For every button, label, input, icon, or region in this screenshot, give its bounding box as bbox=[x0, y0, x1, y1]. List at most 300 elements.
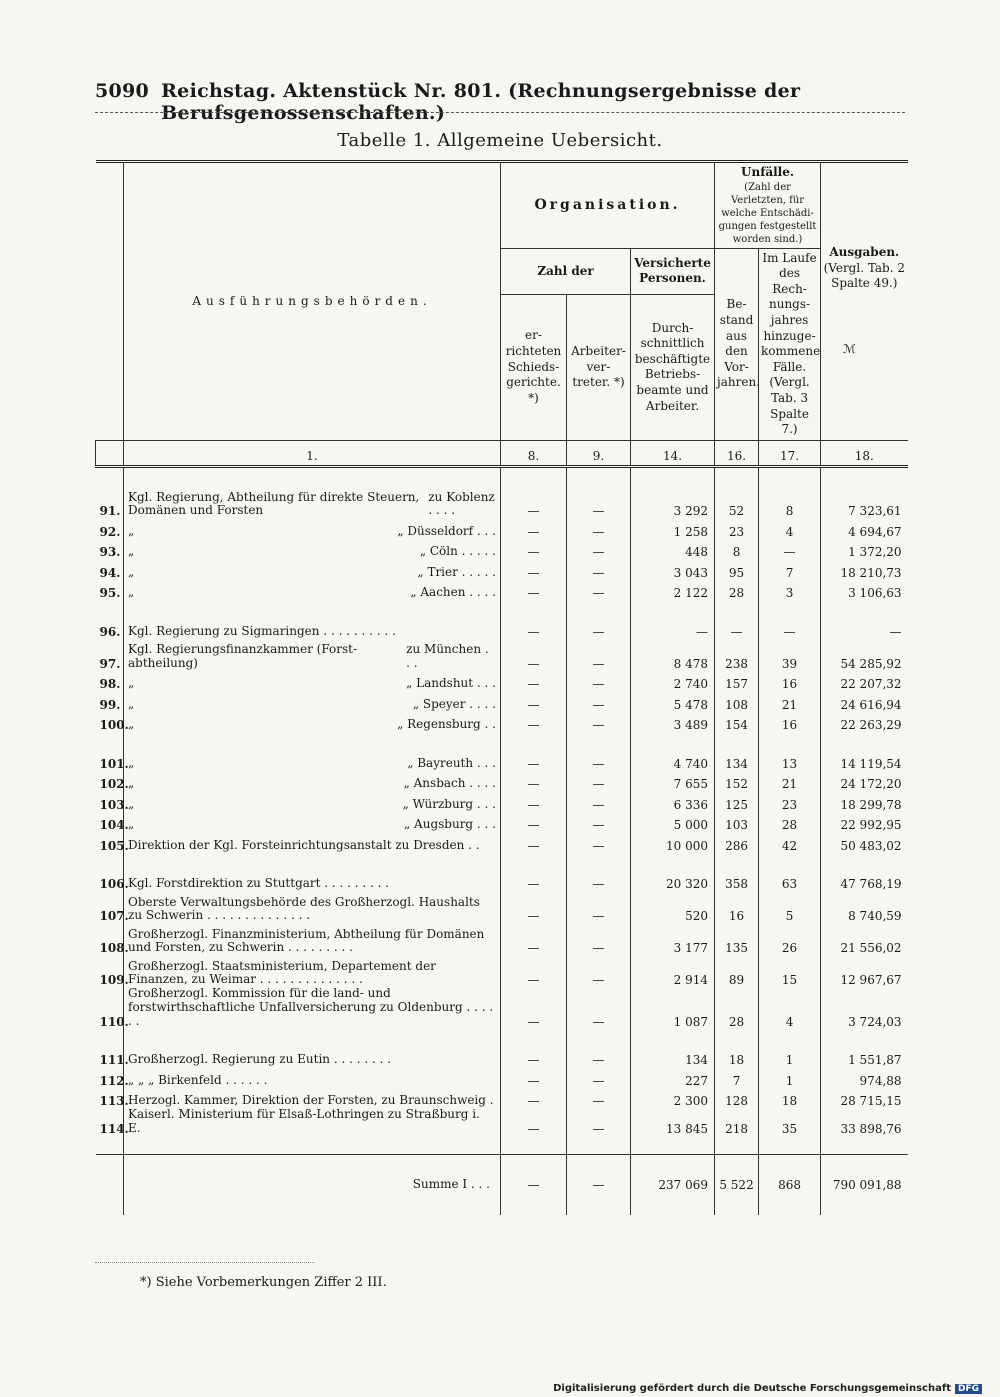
personen-cell: 3 292 bbox=[631, 486, 715, 518]
overview-table-wrap bbox=[95, 160, 907, 1215]
row-number: 100. bbox=[99, 718, 129, 733]
footnote: *) Siehe Vorbemerkungen Ziffer 2 III. bbox=[140, 1275, 387, 1290]
authority-name: Herzogl. Kammer, Direktion der Forsten, zu Braunschweig . bbox=[128, 1093, 494, 1108]
authority-name: „ bbox=[128, 755, 135, 770]
bestand-cell: 135 bbox=[715, 923, 759, 955]
ausgaben-cell: 28 715,15 bbox=[821, 1088, 908, 1109]
neue-faelle-cell: 26 bbox=[759, 923, 821, 955]
arbeitervertreter-cell: — bbox=[567, 891, 631, 923]
ausgaben-cell: 974,88 bbox=[821, 1067, 908, 1088]
authority-place: zu München . . . bbox=[406, 642, 489, 670]
bestand-cell: 286 bbox=[715, 832, 759, 853]
neue-faelle-cell: 3 bbox=[759, 580, 821, 601]
table-row bbox=[96, 871, 908, 892]
table-row bbox=[96, 559, 908, 580]
neue-faelle-cell: 1 bbox=[759, 1047, 821, 1068]
credit-text: Digitalisierung gefördert durch die Deutsche Forschungsgemeinschaft bbox=[553, 1383, 951, 1394]
spacer-cell bbox=[96, 1029, 124, 1047]
authority-inner bbox=[128, 757, 496, 771]
im-laufe-header: Im Laufe des Rech- nungs- jahres hinzuge- kommene Fälle. (Vergl. Tab. 3 Spalte 7.) bbox=[759, 248, 821, 440]
authority-place: „ Trier . . . . . bbox=[417, 564, 496, 579]
row-number: 101. bbox=[99, 756, 129, 771]
bestand-cell: 157 bbox=[715, 671, 759, 692]
row-number: 111. bbox=[99, 1053, 129, 1068]
personen-cell: 10 000 bbox=[631, 832, 715, 853]
authority-place: „ Bayreuth . . . bbox=[407, 755, 496, 770]
personen-cell: 520 bbox=[631, 891, 715, 923]
table-row bbox=[96, 987, 908, 1028]
table-row bbox=[96, 955, 908, 987]
ausgaben-cell: 8 740,59 bbox=[821, 891, 908, 923]
authority-cell bbox=[124, 1088, 501, 1109]
personen-cell: 2 914 bbox=[631, 955, 715, 987]
ausgaben-cell: 14 119,54 bbox=[821, 750, 908, 771]
personen-cell: 6 336 bbox=[631, 791, 715, 812]
spacer-cell bbox=[501, 732, 567, 750]
spacer-cell bbox=[759, 600, 821, 618]
personen-cell: 448 bbox=[631, 539, 715, 560]
authority-inner bbox=[128, 987, 496, 1028]
arbeitervertreter-cell: — bbox=[567, 559, 631, 580]
row-number: 103. bbox=[99, 797, 129, 812]
spacer-cell bbox=[567, 732, 631, 750]
bestand-cell: 23 bbox=[715, 518, 759, 539]
authority-inner bbox=[128, 960, 496, 988]
spacer-cell bbox=[124, 853, 501, 871]
neue-faelle-cell: 35 bbox=[759, 1108, 821, 1136]
personen-cell: 1 087 bbox=[631, 987, 715, 1028]
sum-row bbox=[96, 1154, 908, 1215]
spacer-row bbox=[96, 732, 908, 750]
bestand-cell: 358 bbox=[715, 871, 759, 892]
spacer-cell bbox=[567, 1029, 631, 1047]
page-number: 5090 bbox=[95, 80, 150, 102]
spacer-row bbox=[96, 600, 908, 618]
authority-name: „ bbox=[128, 676, 135, 691]
authority-cell bbox=[124, 1047, 501, 1068]
table-row bbox=[96, 832, 908, 853]
colnum-8: 8. bbox=[501, 440, 567, 467]
table-row bbox=[96, 791, 908, 812]
personen-cell: 5 478 bbox=[631, 691, 715, 712]
personen-cell: 13 845 bbox=[631, 1108, 715, 1136]
bestand-cell: 134 bbox=[715, 750, 759, 771]
neue-faelle-cell: 42 bbox=[759, 832, 821, 853]
row-number: 97. bbox=[99, 656, 121, 671]
table-body bbox=[96, 440, 908, 1214]
table-row bbox=[96, 812, 908, 833]
authority-inner bbox=[128, 877, 496, 891]
durchschnittlich-header: Durch- schnittlich beschäftigte Betriebs- beamte und Arbeiter. bbox=[631, 295, 715, 441]
spacer-row bbox=[96, 1029, 908, 1047]
spacer-row bbox=[96, 853, 908, 871]
authority-name: Oberste Verwaltungsbehörde des Großherzogl. Haushalts zu Schwerin . . . . . . . . . . . . . . bbox=[128, 894, 480, 923]
authority-place: „ Regensburg . . bbox=[397, 717, 496, 732]
row-number: 109. bbox=[99, 973, 129, 988]
arbeitervertreter-cell: — bbox=[567, 671, 631, 692]
schiedsgerichte-cell: — bbox=[501, 791, 567, 812]
col-ausgaben-header bbox=[821, 162, 908, 441]
spacer-cell bbox=[567, 600, 631, 618]
spacer-cell bbox=[821, 732, 908, 750]
authority-place: „ Ansbach . . . . bbox=[403, 776, 496, 791]
schiedsgerichte-cell: — bbox=[501, 1088, 567, 1109]
arbeitervertreter-cell: — bbox=[567, 1047, 631, 1068]
sum-personen: 237 069 bbox=[631, 1154, 715, 1215]
ausgaben-cell: 22 207,32 bbox=[821, 671, 908, 692]
authority-inner bbox=[128, 698, 496, 712]
authority-inner bbox=[128, 566, 496, 580]
row-number: 110. bbox=[99, 1014, 129, 1029]
authority-cell bbox=[124, 539, 501, 560]
spacer-cell bbox=[715, 1029, 759, 1047]
table-row bbox=[96, 518, 908, 539]
row-number: 92. bbox=[99, 524, 121, 539]
zahl-der-header: Zahl der bbox=[501, 248, 631, 294]
authority-cell bbox=[124, 791, 501, 812]
schiedsgerichte-cell: — bbox=[501, 539, 567, 560]
authority-cell bbox=[124, 712, 501, 733]
sum-label: Summe I . . . bbox=[124, 1154, 501, 1215]
personen-cell: 3 489 bbox=[631, 712, 715, 733]
personen-cell: 2 740 bbox=[631, 671, 715, 692]
authority-inner bbox=[128, 677, 496, 691]
authority-name: „ bbox=[128, 696, 135, 711]
authority-cell bbox=[124, 955, 501, 987]
neue-faelle-cell: — bbox=[759, 618, 821, 639]
schiedsgerichte-cell: — bbox=[501, 987, 567, 1028]
authority-inner bbox=[128, 586, 496, 600]
row-number: 105. bbox=[99, 838, 129, 853]
spacer-cell bbox=[96, 853, 124, 871]
spacer-cell bbox=[96, 1136, 124, 1155]
sum-ausgaben: 790 091,88 bbox=[821, 1154, 908, 1215]
table-row bbox=[96, 486, 908, 518]
bestand-cell: 154 bbox=[715, 712, 759, 733]
authority-cell bbox=[124, 691, 501, 712]
bestand-cell: 7 bbox=[715, 1067, 759, 1088]
arbeitervertreter-cell: — bbox=[567, 1108, 631, 1136]
running-title: Reichstag. Aktenstück Nr. 801. (Rechnungsergebnisse der Berufsgenossenschaften.) bbox=[161, 80, 801, 124]
header-rule bbox=[95, 112, 905, 113]
ausgaben-cell: 22 992,95 bbox=[821, 812, 908, 833]
colnum-1: 1. bbox=[124, 440, 501, 467]
spacer-cell bbox=[821, 1136, 908, 1155]
versicherte-header: Versicherte Personen. bbox=[631, 248, 715, 294]
row-number: 102. bbox=[99, 777, 129, 792]
authority-cell bbox=[124, 486, 501, 518]
arbeitervertreter-cell: — bbox=[567, 987, 631, 1028]
row-number: 114. bbox=[99, 1121, 129, 1136]
row-number: 93. bbox=[99, 545, 121, 560]
schiedsgerichte-cell: — bbox=[501, 1047, 567, 1068]
col-unfaelle-header bbox=[715, 162, 821, 249]
arbeitervertreter-cell: — bbox=[567, 832, 631, 853]
neue-faelle-cell: 8 bbox=[759, 486, 821, 518]
schiedsgerichte-cell: — bbox=[501, 750, 567, 771]
ausgaben-cell: 22 263,29 bbox=[821, 712, 908, 733]
currency-symbol: ℳ bbox=[843, 341, 856, 356]
table-row bbox=[96, 618, 908, 639]
table-row bbox=[96, 1088, 908, 1109]
neue-faelle-cell: 15 bbox=[759, 955, 821, 987]
schiedsgerichte-cell: — bbox=[501, 691, 567, 712]
table-row bbox=[96, 891, 908, 923]
authority-name: „ bbox=[128, 776, 135, 791]
authority-name: Direktion der Kgl. Forsteinrichtungsanstalt zu Dresden . . bbox=[128, 837, 480, 852]
authority-name: „ bbox=[128, 717, 135, 732]
authority-inner bbox=[128, 718, 496, 732]
neue-faelle-cell: 1 bbox=[759, 1067, 821, 1088]
sum-arbeitervertreter: — bbox=[567, 1154, 631, 1215]
table-row bbox=[96, 923, 908, 955]
row-number: 98. bbox=[99, 677, 121, 692]
schiedsgerichte-cell: — bbox=[501, 1067, 567, 1088]
bestand-header: Be- stand aus den Vor- jahren. bbox=[715, 248, 759, 440]
colnum-18: 18. bbox=[821, 440, 908, 467]
row-number: 95. bbox=[99, 586, 121, 601]
authority-cell bbox=[124, 923, 501, 955]
personen-cell: 3 043 bbox=[631, 559, 715, 580]
table-row bbox=[96, 1047, 908, 1068]
spacer-cell bbox=[759, 853, 821, 871]
schiedsgerichte-cell: — bbox=[501, 712, 567, 733]
ausgaben-cell: 3 724,03 bbox=[821, 987, 908, 1028]
bestand-cell: 16 bbox=[715, 891, 759, 923]
bestand-cell: 128 bbox=[715, 1088, 759, 1109]
authority-name: „ bbox=[128, 523, 135, 538]
bestand-cell: 103 bbox=[715, 812, 759, 833]
ausgaben-cell: 7 323,61 bbox=[821, 486, 908, 518]
arbeitervertreter-cell: — bbox=[567, 871, 631, 892]
authority-place: „ Augsburg . . . bbox=[404, 817, 496, 832]
bestand-cell: 95 bbox=[715, 559, 759, 580]
ausgaben-cell: 24 172,20 bbox=[821, 771, 908, 792]
neue-faelle-cell: 28 bbox=[759, 812, 821, 833]
spacer-cell bbox=[501, 1029, 567, 1047]
authority-name: „ bbox=[128, 796, 135, 811]
arbeitervertreter-cell: — bbox=[567, 639, 631, 671]
spacer-cell bbox=[715, 600, 759, 618]
authority-cell bbox=[124, 891, 501, 923]
authority-inner bbox=[128, 839, 496, 853]
neue-faelle-cell: 21 bbox=[759, 691, 821, 712]
spacer-cell bbox=[96, 732, 124, 750]
row-number: 94. bbox=[99, 565, 121, 580]
table-row bbox=[96, 712, 908, 733]
authority-name: Kgl. Regierungsfinanzkammer (Forst- abtheilung) bbox=[128, 642, 358, 670]
authority-inner bbox=[128, 625, 496, 639]
arbeitervertreter-cell: — bbox=[567, 691, 631, 712]
neue-faelle-cell: 4 bbox=[759, 987, 821, 1028]
authority-name: Kaiserl. Ministerium für Elsaß-Lothringen zu Straßburg i. E. bbox=[128, 1107, 480, 1135]
ausgaben-cell: 18 299,78 bbox=[821, 791, 908, 812]
schiedsgerichte-cell: — bbox=[501, 871, 567, 892]
bestand-cell: 8 bbox=[715, 539, 759, 560]
authority-cell bbox=[124, 618, 501, 639]
neue-faelle-cell: 13 bbox=[759, 750, 821, 771]
authority-cell bbox=[124, 987, 501, 1028]
arbeitervertreter-cell: — bbox=[567, 539, 631, 560]
spacer-cell bbox=[501, 853, 567, 871]
spacer-cell bbox=[821, 1029, 908, 1047]
authority-inner bbox=[128, 643, 496, 671]
personen-cell: 3 177 bbox=[631, 923, 715, 955]
spacer-cell bbox=[124, 600, 501, 618]
row-number: 96. bbox=[99, 624, 121, 639]
spacer-cell bbox=[759, 1136, 821, 1155]
schiedsgerichte-cell: — bbox=[501, 812, 567, 833]
column-number-row bbox=[96, 440, 908, 467]
spacer-cell bbox=[124, 732, 501, 750]
schiedsgerichte-cell: — bbox=[501, 518, 567, 539]
arbeitervertreter-cell: — bbox=[567, 791, 631, 812]
arbeitervertreter-cell: — bbox=[567, 1088, 631, 1109]
neue-faelle-cell: 63 bbox=[759, 871, 821, 892]
spacer-cell bbox=[821, 600, 908, 618]
spacer-cell bbox=[124, 1029, 501, 1047]
neue-faelle-cell: 39 bbox=[759, 639, 821, 671]
arbeitervertreter-cell: — bbox=[567, 712, 631, 733]
colnum-9: 9. bbox=[567, 440, 631, 467]
authority-place: „ Speyer . . . . bbox=[412, 696, 496, 711]
spacer-row bbox=[96, 467, 908, 487]
ausgaben-cell: 54 285,92 bbox=[821, 639, 908, 671]
bestand-cell: 218 bbox=[715, 1108, 759, 1136]
authority-place: „ Cöln . . . . . bbox=[419, 544, 496, 559]
authority-cell bbox=[124, 639, 501, 671]
neue-faelle-cell: 16 bbox=[759, 712, 821, 733]
spacer-cell bbox=[759, 1029, 821, 1047]
arbeitervertreter-header: Arbeiter- ver- treter. *) bbox=[567, 295, 631, 441]
neue-faelle-cell: 4 bbox=[759, 518, 821, 539]
neue-faelle-cell: 21 bbox=[759, 771, 821, 792]
bestand-cell: 108 bbox=[715, 691, 759, 712]
col-organisation-header: Organisation. bbox=[501, 162, 715, 249]
authority-inner bbox=[128, 1108, 496, 1136]
table-row bbox=[96, 580, 908, 601]
arbeitervertreter-cell: — bbox=[567, 1067, 631, 1088]
personen-cell: 134 bbox=[631, 1047, 715, 1068]
schiedsgerichte-cell: — bbox=[501, 955, 567, 987]
personen-cell: 227 bbox=[631, 1067, 715, 1088]
authority-name: Großherzogl. Regierung zu Eutin . . . . . . . . bbox=[128, 1052, 392, 1067]
ausgaben-cell: 18 210,73 bbox=[821, 559, 908, 580]
authority-cell bbox=[124, 1108, 501, 1136]
unfaelle-note: (Zahl der Verletzten, für welche Entschädi- gungen festgestellt worden sind.) bbox=[718, 181, 817, 245]
authority-name: Großherzogl. Staatsministerium, Departement der Finanzen, zu Weimar . . . . . . . . . . . . . . bbox=[128, 958, 436, 987]
schiedsgerichte-cell: — bbox=[501, 771, 567, 792]
sum-bestand: 5 522 bbox=[715, 1154, 759, 1215]
spacer-cell bbox=[567, 853, 631, 871]
authority-cell bbox=[124, 771, 501, 792]
schiedsgerichte-cell: — bbox=[501, 618, 567, 639]
overview-table bbox=[95, 160, 908, 1215]
personen-cell: 20 320 bbox=[631, 871, 715, 892]
authority-name: „ bbox=[128, 564, 135, 579]
table-row bbox=[96, 1067, 908, 1088]
personen-cell: 4 740 bbox=[631, 750, 715, 771]
authority-name: Großherzogl. Finanzministerium, Abtheilung für Domänen und Forsten, zu Schwerin . . . . . . . . . bbox=[128, 926, 485, 955]
neue-faelle-cell: 5 bbox=[759, 891, 821, 923]
table-row bbox=[96, 539, 908, 560]
personen-cell: 1 258 bbox=[631, 518, 715, 539]
dfg-logo-icon: DFG bbox=[955, 1384, 982, 1394]
ausgaben-cell: 1 551,87 bbox=[821, 1047, 908, 1068]
spacer-cell bbox=[631, 600, 715, 618]
row-number: 113. bbox=[99, 1094, 129, 1109]
bestand-cell: 152 bbox=[715, 771, 759, 792]
personen-cell: 7 655 bbox=[631, 771, 715, 792]
neue-faelle-cell: 23 bbox=[759, 791, 821, 812]
bestand-cell: 28 bbox=[715, 987, 759, 1028]
neue-faelle-cell: — bbox=[759, 539, 821, 560]
bestand-cell: 238 bbox=[715, 639, 759, 671]
spacer-cell bbox=[759, 732, 821, 750]
row-number: 104. bbox=[99, 818, 129, 833]
running-head bbox=[95, 80, 905, 124]
ausgaben-cell: 33 898,76 bbox=[821, 1108, 908, 1136]
arbeitervertreter-cell: — bbox=[567, 771, 631, 792]
bestand-cell: 18 bbox=[715, 1047, 759, 1068]
ausgaben-cell: 4 694,67 bbox=[821, 518, 908, 539]
table-row bbox=[96, 639, 908, 671]
authority-cell bbox=[124, 832, 501, 853]
authority-inner bbox=[128, 777, 496, 791]
schiedsgerichte-header: er- richteten Schieds- gerichte. *) bbox=[501, 295, 567, 441]
ausgaben-title: Ausgaben. bbox=[829, 245, 900, 260]
authority-place: „ Würzburg . . . bbox=[402, 796, 496, 811]
authority-inner bbox=[128, 896, 496, 924]
authority-inner bbox=[128, 491, 496, 519]
authority-inner bbox=[128, 1074, 496, 1088]
row-number: 91. bbox=[99, 504, 121, 519]
sum-schiedsgerichte: — bbox=[501, 1154, 567, 1215]
ausgaben-cell: 3 106,63 bbox=[821, 580, 908, 601]
spacer-cell bbox=[501, 1136, 567, 1155]
spacer-cell bbox=[631, 1029, 715, 1047]
ausgaben-cell: 24 616,94 bbox=[821, 691, 908, 712]
schiedsgerichte-cell: — bbox=[501, 891, 567, 923]
colnum-blank bbox=[96, 440, 124, 467]
arbeitervertreter-cell: — bbox=[567, 750, 631, 771]
personen-cell: 8 478 bbox=[631, 639, 715, 671]
authority-inner bbox=[128, 545, 496, 559]
dfg-credit bbox=[553, 1383, 982, 1394]
bestand-cell: 28 bbox=[715, 580, 759, 601]
ausgaben-note: (Vergl. Tab. 2 Spalte 49.) bbox=[823, 260, 905, 291]
ausgaben-cell: — bbox=[821, 618, 908, 639]
schiedsgerichte-cell: — bbox=[501, 639, 567, 671]
authority-name: Großherzogl. Kommission für die land- und forstwirthschaftliche Unfallversicherung zu Oldenburg . . . . . . bbox=[128, 986, 494, 1028]
authority-name: „ „ „ Birkenfeld . . . . . . bbox=[128, 1072, 268, 1087]
authority-cell bbox=[124, 812, 501, 833]
table-row bbox=[96, 771, 908, 792]
colnum-17: 17. bbox=[759, 440, 821, 467]
authority-place: „ Aachen . . . . bbox=[410, 585, 496, 600]
spacer-cell bbox=[124, 1136, 501, 1155]
authority-cell bbox=[124, 559, 501, 580]
sum-nr bbox=[96, 1154, 124, 1215]
schiedsgerichte-cell: — bbox=[501, 1108, 567, 1136]
authority-inner bbox=[128, 798, 496, 812]
schiedsgerichte-cell: — bbox=[501, 580, 567, 601]
spacer-cell bbox=[631, 853, 715, 871]
authority-place: zu Koblenz . . . . bbox=[428, 489, 495, 518]
personen-cell: 2 300 bbox=[631, 1088, 715, 1109]
bestand-cell: 125 bbox=[715, 791, 759, 812]
bestand-cell: 52 bbox=[715, 486, 759, 518]
